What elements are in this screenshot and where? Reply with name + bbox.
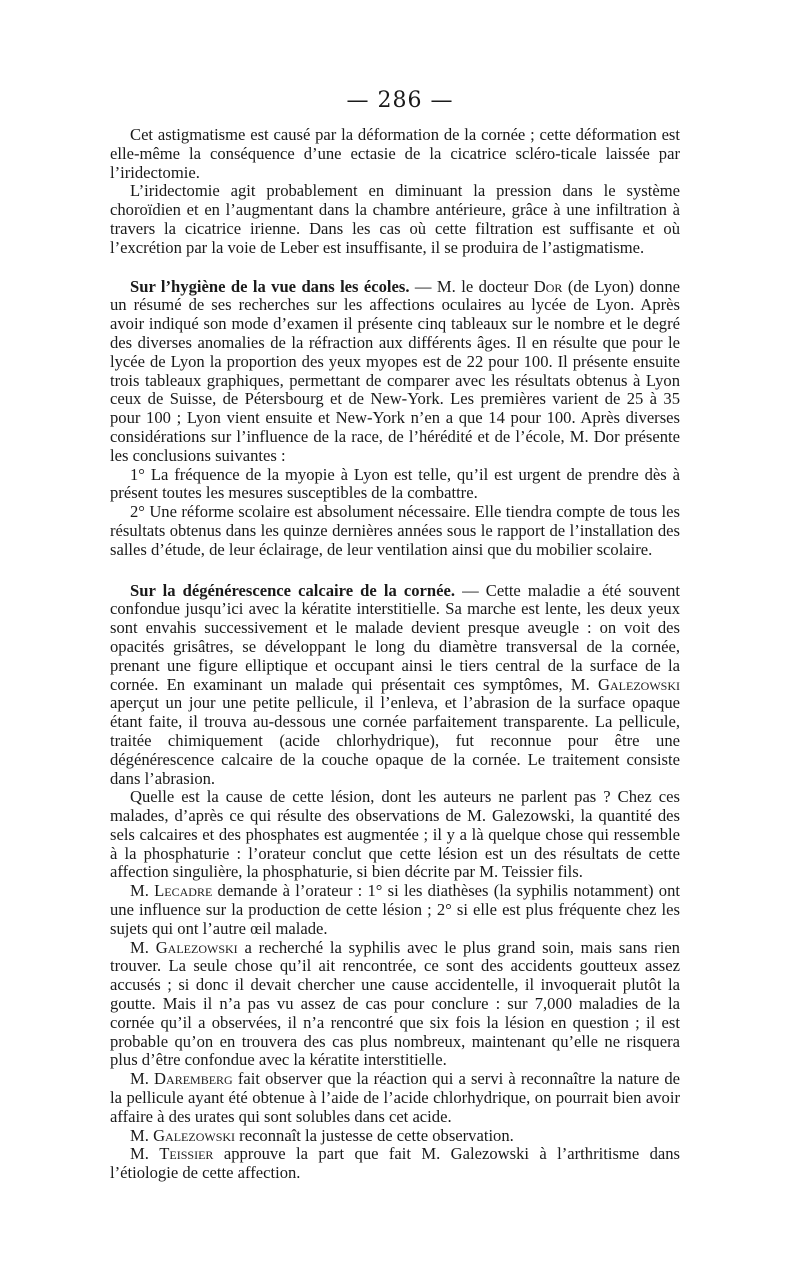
page-number: — 286 — — [346, 88, 454, 113]
section-heading: Sur la dégénérescence calcaire de la cornée. — [130, 580, 455, 600]
author-name: Galezowski — [153, 1125, 236, 1145]
paragraph: L’iridectomie agit probablement en diminuant la pression dans le système choroïdien et en l’augmentant dans la chambre antérieure, grâce à une infiltration à travers la cicatrice irienne. Dans les cas où cette filtration est suffisante et où l’excrétion par la voie de Leber est insuffisante, il se produira de l’astigmatisme. — [110, 181, 680, 257]
paragraph: M. Galezowski a recherché la syphilis avec le plus grand soin, mais sans rien trouver. La seule chose qu’il ait rencontrée, ce sont des accidents goutteux assez accusés ; si donc il devait chercher une cause accidentelle, il invoquerait plutôt la goutte. Mais il n’a pas vu assez de cas pour conclure : sur 7,000 maladies de la cornée qu’il a observées, il n’a rencontré que six fois la lésion en question ; il est probable qu’on en trouvera des cas plus nombreux, maintenant qu’elle ne risquera plus d’être confondue avec la kératite interstitielle. — [110, 937, 680, 1070]
section-degenerescence: Sur la dégénérescence calcaire de la cornée. — Cette maladie a été souvent confondue jusqu’ici avec la kératite interstitielle. Sa marche est lente, les deux yeux sont envahis successivement et le malade devient presque aveugle : on voit des opacités grisâtres, se développant le long du diamètre transversal de la cornée, prenant une figure elliptique et occupant ainsi le tiers central de la surface de la cornée. En examinant un malade qui présentait ces symptômes, M. Galezowski aperçut un jour une petite pellicule, il l’enleva, et l’abrasion de la surface opaque étant faite, il trouva au-dessous une cornée parfaitement transparente. La pellicule, traitée chimiquement (acide chlorhydrique), fut reconnue pour être une dégénérescence calcaire de la couche opaque de la cornée. Le traitement consiste dans l’abrasion. — [110, 580, 680, 788]
section-hygiene-vue: Sur l’hygiène de la vue dans les écoles. — M. le docteur Dor (de Lyon) donne un résumé de ses recherches sur les affections oculaires au lycée de Lyon. Après avoir indiqué son mode d’examen il présente cinq tableaux sur le nombre et le degré des diverses anomalies de la réfraction aux différents âges. Il en résulte que pour le lycée de Lyon la proportion des yeux myopes est de 22 pour 100. Il présente ensuite trois tableaux graphiques, permettant de comparer avec les résultats obtenus à Lyon ceux de Suisse, de Pétersbourg et de New-York. Les premières varient de 25 à 35 pour 100 ; Lyon vient ensuite et New-York n’en a que 14 pour 100. Après diverses considérations sur l’influence de la race, de l’hérédité et de l’école, M. Dor présente les conclusions suivantes : — [110, 276, 681, 465]
author-name: Lecadre — [154, 881, 213, 901]
paragraph: Cet astigmatisme est causé par la déformation de la cornée ; cette déformation est elle-même la conséquence d’une ectasie de la cicatrice scléro-ticale laissée par l’iridectomie. — [110, 125, 680, 182]
conclusion-1: 1° La fréquence de la myopie à Lyon est telle, qu’il est urgent de prendre dès à présent toutes les mesures susceptibles de la combattre. — [110, 464, 680, 503]
author-name: Galezowski — [598, 674, 680, 694]
paragraph: M. Lecadre demande à l’orateur : 1° si les diathèses (la syphilis notamment) ont une influence sur la production de cette lésion ; 2° si elle est plus fréquente chez les sujets qui ont l’autre œil malade. — [110, 881, 680, 938]
section-heading: Sur l’hygiène de la vue dans les écoles. — [130, 276, 410, 296]
paragraph: Quelle est la cause de cette lésion, dont les auteurs ne parlent pas ? Chez ces malades, d’après ce qui résulte des observations de M. Galezowski, la quantité des sels calcaires et des phosphates est augmentée ; il y a là quelque chose qui ressemble à la phosphaturie : l’orateur conclut que cette lésion est un des résultats de cette affection singulière, la phosphaturie, si bien décrite par M. Teissier fils. — [110, 787, 680, 882]
author-name: Daremberg — [154, 1069, 233, 1089]
author-name: Dor — [533, 276, 563, 296]
author-name: Galezowski — [155, 937, 238, 957]
author-name: Teissier — [159, 1144, 214, 1164]
conclusion-2: 2° Une réforme scolaire est absolument nécessaire. Elle tiendra compte de tous les résultats obtenus dans les quinze dernières années sous le rapport de l’installation des salles d’étude, de leur éclairage, de leur ventilation ainsi que du mobilier scolaire. — [110, 502, 680, 559]
paragraph: M. Galezowski reconnaît la justesse de cette observation. — [130, 1125, 514, 1145]
paragraph: M. Daremberg fait observer que la réaction qui a servi à reconnaître la nature de la pellicule ayant été obtenue à l’aide de l’acide chlorhydrique, on pourrait bien avoir affaire à des urates qui sont solubles dans cet acide. — [110, 1069, 680, 1126]
paragraph: M. Teissier approuve la part que fait M. Galezowski à l’arthritisme dans l’étiologie de cette affection. — [110, 1144, 680, 1183]
text-body — [110, 126, 680, 1183]
